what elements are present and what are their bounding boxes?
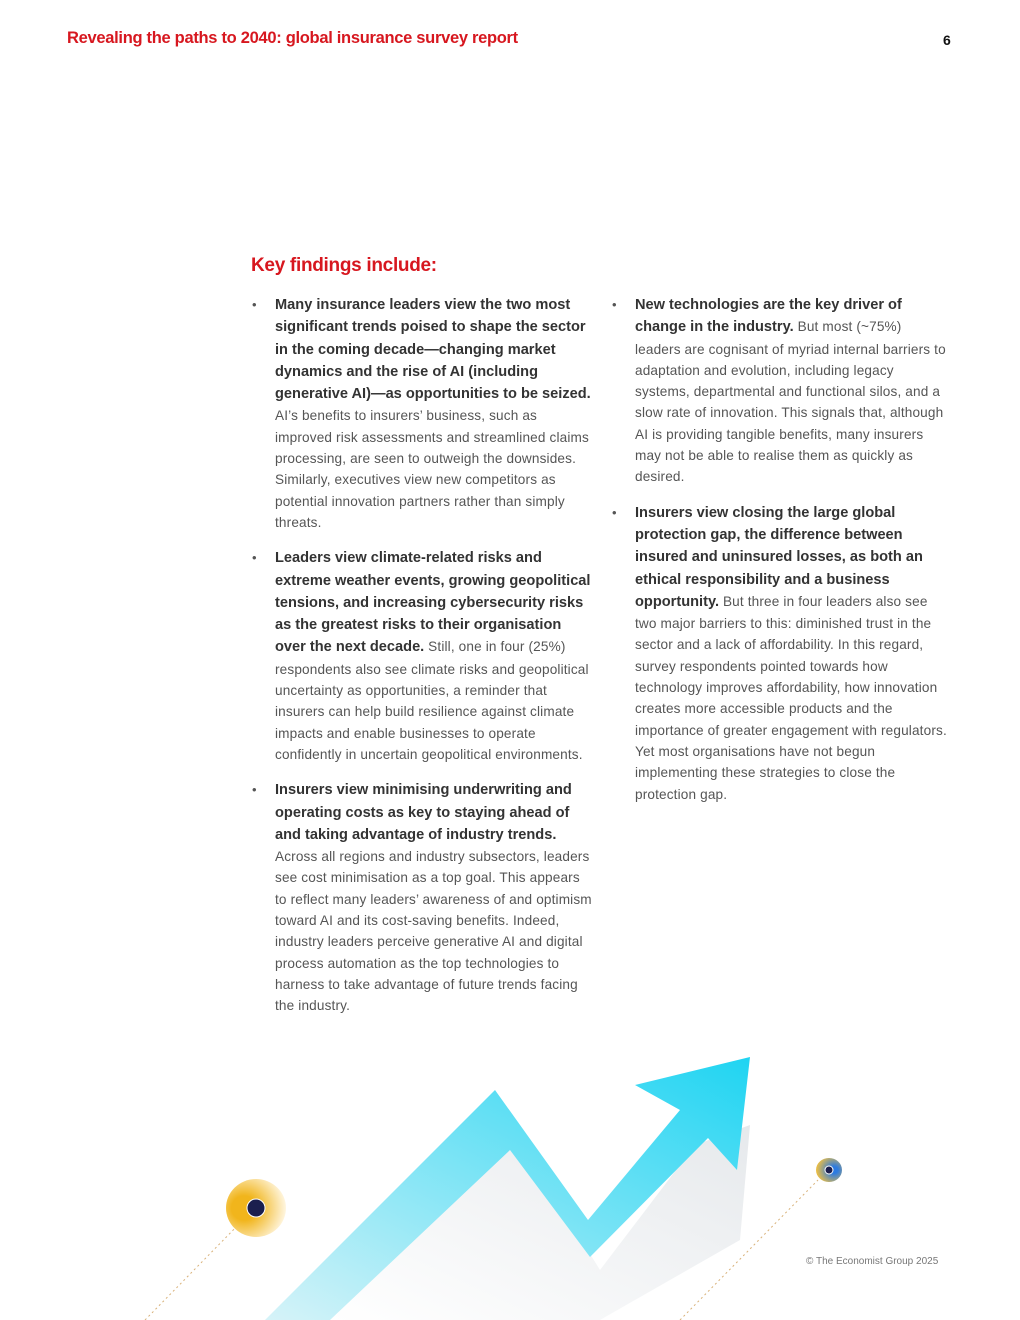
bullet-icon: •: [612, 504, 617, 520]
finding-body: Still, one in four (25%) respondents also see climate risks and geopolitical uncertainty as opportunities, a reminder that insurers can help build resilience against climate impacts and enable businesses to operate confidently in uncertain geopolitical environments.: [275, 639, 589, 762]
bullet-icon: •: [252, 550, 257, 566]
report-title: Revealing the paths to 2040: global insurance survey report: [67, 29, 518, 47]
finding-item: [252, 547, 593, 765]
findings-column-right: [612, 294, 951, 819]
finding-item: [252, 779, 593, 1016]
finding-item: [612, 294, 951, 488]
copyright: © The Economist Group 2025: [806, 1256, 939, 1267]
finding-body: AI’s benefits to insurers’ business, such as improved risk assessments and streamlined claims processing, are seen to outweigh the downsides. Similarly, executives view new competitors as potential innovation partners rather than simply threats.: [275, 408, 589, 530]
finding-item: [252, 294, 593, 533]
finding-lead: Insurers view closing the large global protection gap, the difference between insured and uninsured losses, as both an ethical responsibility and a business opportunity.: [635, 504, 923, 610]
bullet-icon: •: [612, 297, 617, 312]
growth-arrow-illustration: [0, 1040, 1020, 1320]
finding-lead: Many insurance leaders view the two most significant trends poised to shape the sector in the coming decade—changing market dynamics and the rise of AI (including generative AI)—as opportunities to be seized.: [275, 297, 591, 403]
finding-body: Across all regions and industry subsectors, leaders see cost minimisation as a top goal. This appears to reflect many leaders’ awareness of and optimism toward AI and its cost-saving benefits. Indeed, industry leaders perceive generative AI and digital process automation as the top technologies to harness to take advantage of future trends facing the industry.: [275, 849, 592, 1014]
finding-item: [612, 502, 951, 805]
bullet-icon: •: [252, 782, 257, 798]
bullet-icon: •: [252, 297, 257, 312]
findings-column-left: [252, 294, 593, 1031]
finding-lead: Insurers view minimising underwriting and operating costs as key to staying ahead of and taking advantage of industry trends.: [275, 782, 572, 843]
finding-body: But three in four leaders also see two major barriers to this: diminished trust in the sector and a lack of affordability. In this regard, survey respondents pointed towards how technology improves affordability, how innovation creates more accessible products and the importance of greater engagement with regulators. Yet most organisations have not begun implementing these strategies to close the protection gap.: [635, 593, 947, 802]
finding-lead: New technologies are the key driver of change in the industry.: [635, 297, 902, 336]
finding-body: But most (~75%) leaders are cognisant of myriad internal barriers to adaptation and evolution, including legacy systems, departmental and functional silos, and a slow rate of innovation. This signals that, although AI is providing tangible benefits, many insurers may not be able to realise them as quickly as desired.: [635, 319, 946, 485]
page-number: 6: [943, 32, 951, 48]
section-heading: Key findings include:: [251, 255, 437, 276]
finding-lead: Leaders view climate-related risks and extreme weather events, growing geopolitical tensions, and increasing cybersecurity risks as the greatest risks to their organisation over the next decade.: [275, 550, 591, 656]
